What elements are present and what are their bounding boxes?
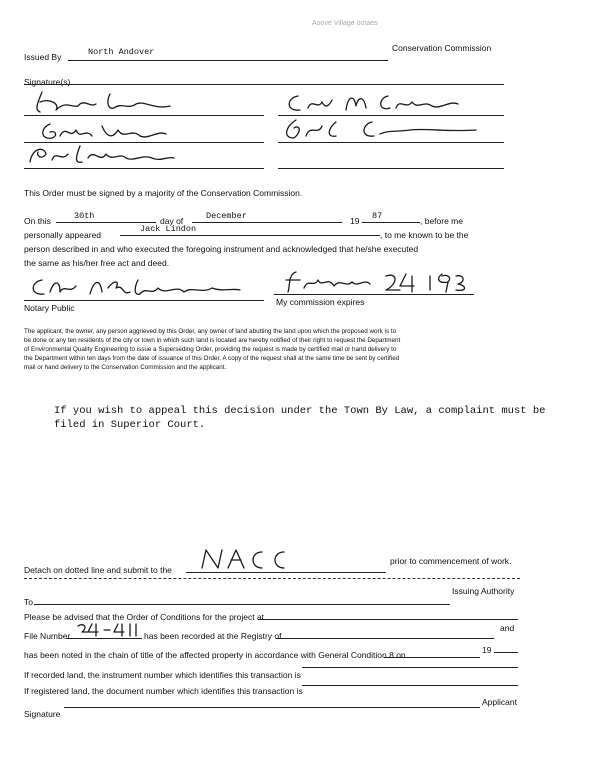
file-number-label: File Number [24, 631, 71, 641]
commission-label: Conservation Commission [392, 43, 492, 53]
handwritten-signature-2 [36, 118, 176, 144]
dotted-tear-line [24, 578, 520, 579]
file-number-line [66, 638, 142, 639]
day-value: 30th [74, 211, 95, 221]
known-to-me-label: , to me known to be the [380, 230, 469, 240]
issued-by-value: North Andover [88, 47, 155, 57]
appeal-notice-line-1: be done or any ten residents of the city or town in which such land is located are hereby notified of their right to request the Department [24, 337, 401, 344]
personally-appeared-label: personally appeared [24, 230, 102, 240]
notary-public-label: Notary Public [24, 303, 75, 313]
day-line [56, 222, 156, 223]
acknowledgment-line-2: person described in and who executed the foregoing instrument and acknowledged that he/she executed [24, 244, 419, 254]
appeal-notice-line-4: mail or hand delivery to the Conservation Commission and the applicant. [24, 364, 227, 371]
registered-land-label: If registered land, the document number which identifies this transaction is [24, 686, 303, 696]
majority-notice: This Order must be signed by a majority of the Conservation Commission. [24, 188, 303, 198]
day-of-label: day of [160, 216, 184, 226]
handwritten-signature-5 [276, 116, 496, 142]
commission-expiry-handwritten [282, 268, 472, 296]
commission-expires-line [274, 294, 474, 295]
recorded-at-registry-label: has been recorded at the Registry of [144, 631, 282, 641]
signature-line-0 [24, 84, 504, 85]
project-advised-label: Please be advised that the Order of Conditions for the project at [24, 612, 265, 622]
applicant-label: Applicant [482, 697, 517, 707]
signatures-label: Signature(s) [24, 77, 71, 87]
person-line [120, 235, 380, 236]
handwritten-signature-3 [22, 142, 182, 168]
commission-expires-label: My commission expires [276, 297, 365, 307]
handwritten-nacc [196, 546, 296, 572]
and-label: and [500, 623, 515, 633]
project-line [258, 619, 518, 620]
signature-line-4 [278, 142, 504, 143]
town-bylaw-note-line-0: If you wish to appeal this decision under the Town By Law, a complaint must be [54, 405, 546, 417]
issued-by-label: Issued By [24, 52, 62, 62]
recorded-land-line [302, 667, 518, 668]
detach-line [186, 572, 386, 573]
on-this-label: On this [24, 216, 51, 226]
recorded-land-label: If recorded land, the instrument number which identifies this transaction is [24, 670, 301, 680]
chain-year-line [494, 652, 518, 653]
person-value: Jack Lindon [140, 224, 197, 234]
notary-signature [26, 274, 246, 300]
to-line [34, 604, 450, 605]
month-line [192, 222, 342, 223]
applicant-signature-line [64, 707, 480, 708]
registered-land-line [302, 685, 518, 686]
appeal-notice-line-0: The applicant, the owner, any person aggrieved by this Order, any owner of land abutting the land upon which the proposed work is to [24, 328, 397, 335]
before-me-label: , before me [420, 216, 463, 226]
detach-label: Detach on dotted line and submit to the [24, 565, 172, 575]
faded-header-text: Aoove Village ootaes [312, 20, 378, 27]
appeal-notice-line-2: of Environmental Quality Engineering to issue a Superseding Order, providing the request is made by certified mail or hand delivery to [24, 346, 397, 353]
issuing-authority-label: Issuing Authority [452, 586, 515, 596]
prior-to-commencement-label: prior to commencement of work. [390, 556, 512, 566]
handwritten-signature-4 [284, 90, 464, 116]
to-label: To [24, 597, 33, 607]
signature-line-6 [278, 168, 504, 169]
year-prefix: 19 [350, 216, 360, 226]
signature-line-5 [24, 168, 264, 169]
acknowledgment-line-3: the same as his/her free act and deed. [24, 258, 170, 268]
chain-of-title-label: has been noted in the chain of title of the affected property in accordance with General Condition 8 on [24, 650, 406, 660]
nineteen-label: 19 [482, 645, 492, 655]
notary-line [24, 300, 264, 301]
appeal-notice-line-3: the Department within ten days from the date of issuance of this Order. A copy of the request shall at the same time be sent by certified [24, 355, 400, 362]
issued-by-line [68, 60, 388, 61]
year-value: 87 [372, 211, 383, 221]
month-value: December [206, 211, 247, 221]
handwritten-file-number [74, 620, 144, 640]
year-line [362, 222, 420, 223]
registry-line [276, 638, 494, 639]
signature-field-label: Signature [24, 709, 61, 719]
handwritten-signature-1 [30, 88, 180, 116]
chain-date-line [384, 657, 480, 658]
town-bylaw-note-line-1: filed in Superior Court. [54, 419, 206, 431]
